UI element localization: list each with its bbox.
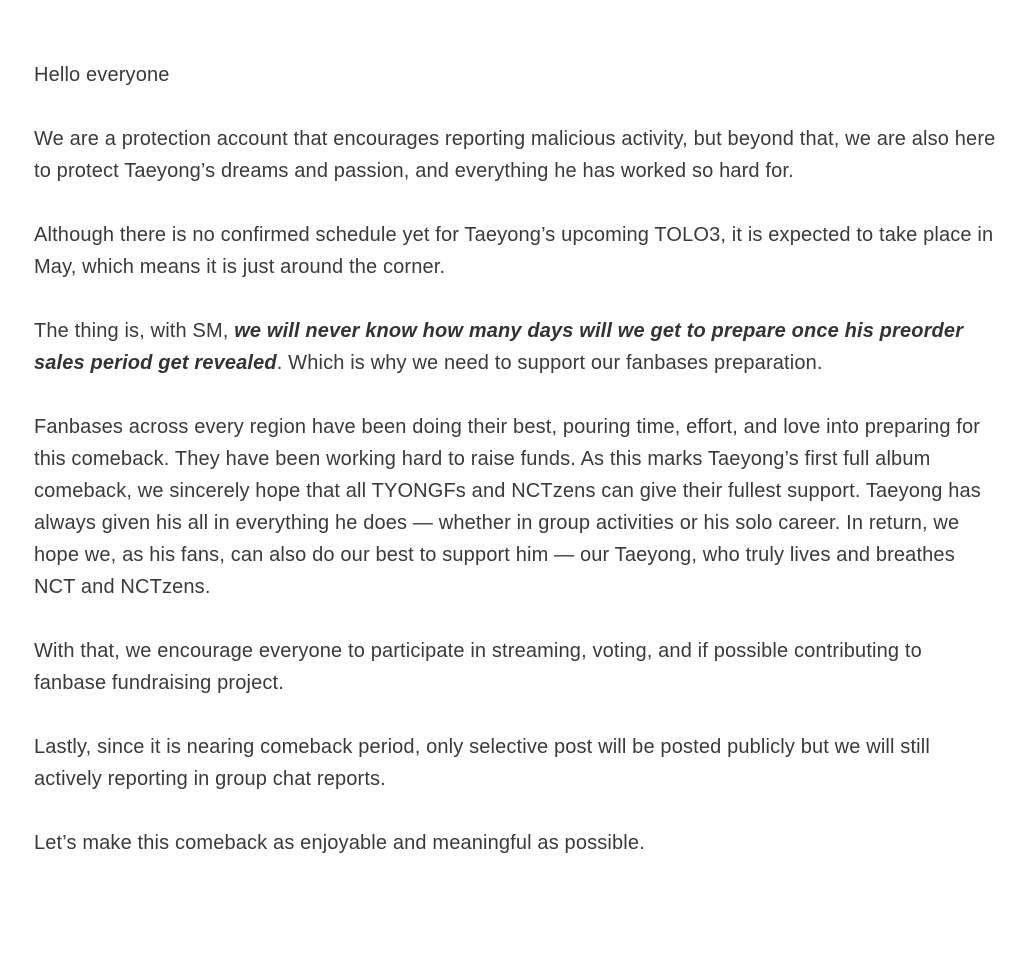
preparation-tail-text: . Which is why we need to support our fanbases preparation. xyxy=(276,352,823,374)
preparation-lead-text: The thing is, with SM, xyxy=(34,320,235,342)
preparation-paragraph xyxy=(34,315,998,379)
preparation-emphasis-text: we will never know how many days will we get to prepare once his preorder sales period get revealed xyxy=(34,320,964,374)
participation-paragraph: With that, we encourage everyone to participate in streaming, voting, and if possible contributing to fanbase fundraising project. xyxy=(34,640,922,694)
closing-paragraph: Let’s make this comeback as enjoyable and meaningful as possible. xyxy=(34,832,645,854)
fanbases-paragraph: Fanbases across every region have been doing their best, pouring time, effort, and love into preparing for this comeback. They have been working hard to raise funds. As this marks Taeyong’s first full album comeback, we sincerely hope that all TYONGFs and NCTzens can give their fullest support. Taeyong has always given his all in everything he does — whether in group activities or his solo career. In return, we hope we, as his fans, can also do our best to support him — our Taeyong, who truly lives and breathes NCT and NCTzens. xyxy=(34,416,981,598)
reporting-paragraph: Lastly, since it is nearing comeback period, only selective post will be posted publicly but we will still actively reporting in group chat reports. xyxy=(34,736,930,790)
protection-account-paragraph: We are a protection account that encourages reporting malicious activity, but beyond that, we are also here to protect Taeyong’s dreams and passion, and everything he has worked so hard for. xyxy=(34,128,996,182)
greeting-paragraph: Hello everyone xyxy=(34,64,170,86)
schedule-paragraph: Although there is no confirmed schedule yet for Taeyong’s upcoming TOLO3, it is expected to take place in May, which means it is just around the corner. xyxy=(34,224,994,278)
